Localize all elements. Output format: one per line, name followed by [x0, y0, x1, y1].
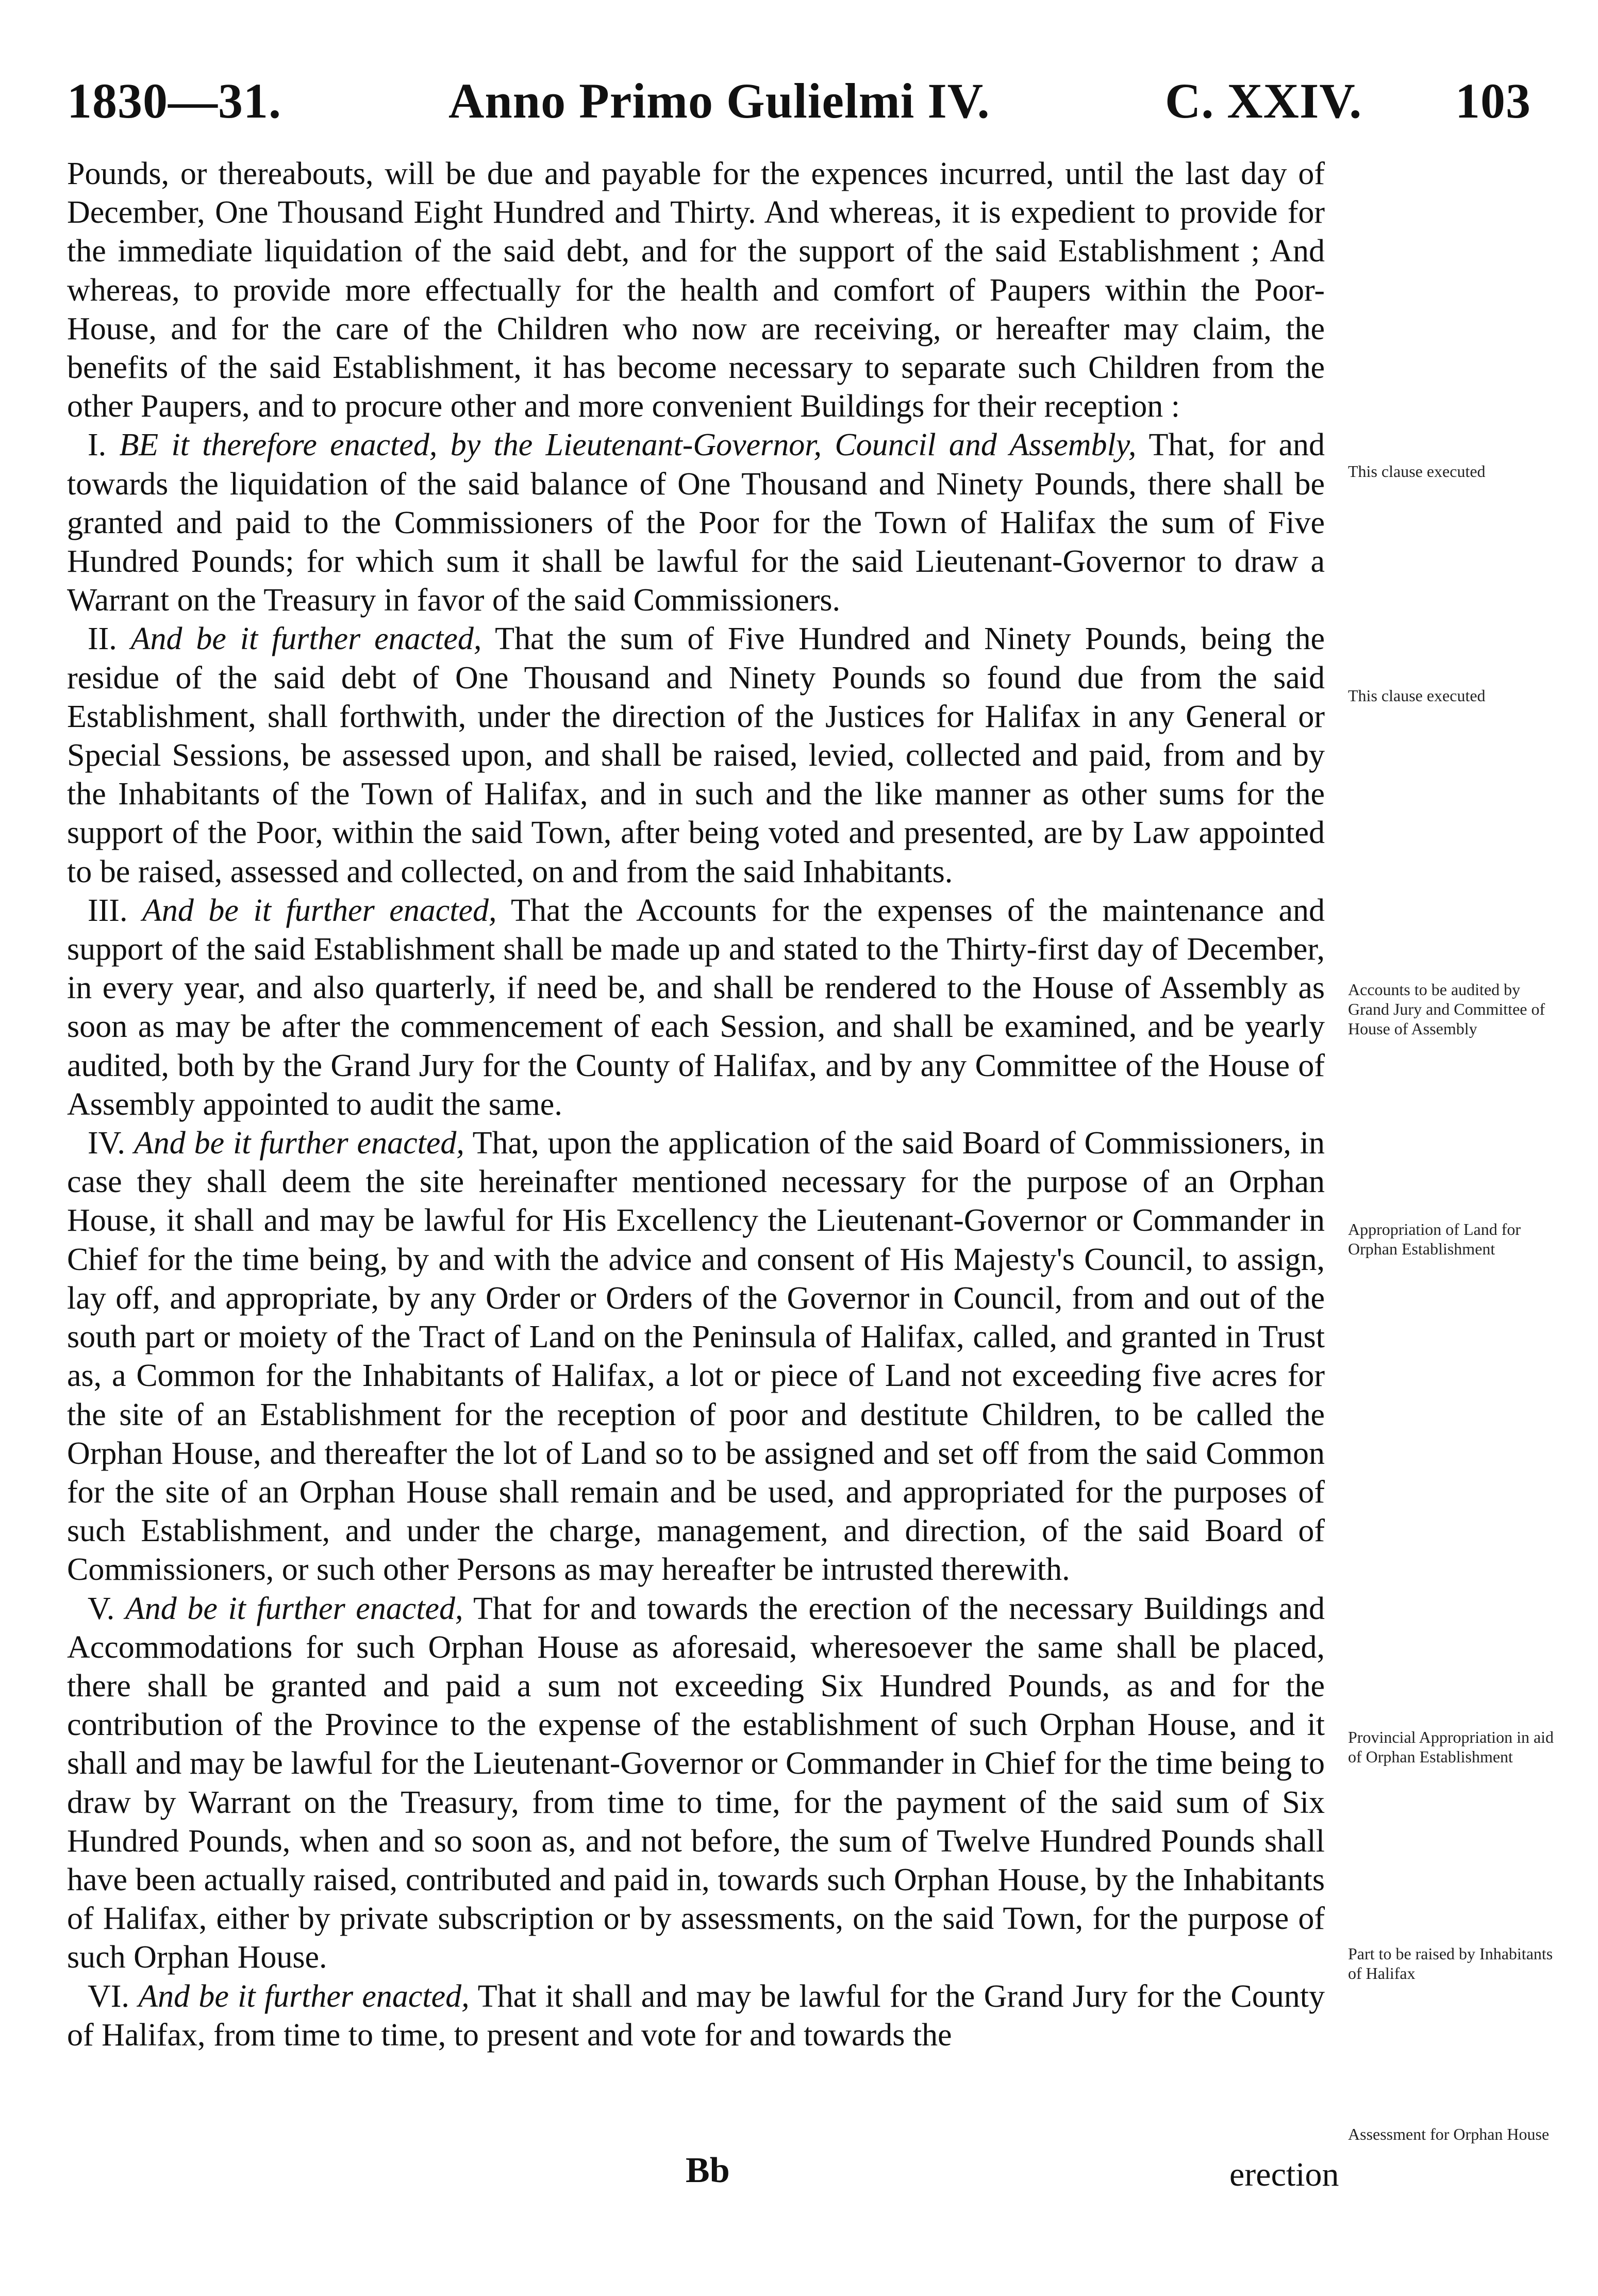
body-text — [67, 155, 1325, 2055]
section-number: VI. — [88, 1978, 129, 2014]
margin-note: Provincial Appropriation in aid of Orphan Establishment — [1348, 1728, 1554, 1766]
margin-note: Assessment for Orphan House — [1348, 2125, 1550, 2143]
section-text: That for and towards the erection of the necessary Buildings and Accommodations for such Orphan House as aforesaid, wheresoever the same shall be placed, there shall be granted and paid a sum not exceeding Six Hundred Pounds, as and for the contribution of the Province to the expense of the establishment of such Orphan House, and it shall and may be lawful for the Lieutenant-Governor or Commander in Chief for the time being to draw by Warrant on the Treasury, from time to time, for the payment of the said sum of Six Hundred Pounds, when and so soon as, and not before, the sum of Twelve Hundred Pounds shall have been actually raised, contributed and paid in, towards such Orphan House, by the Inhabitants of Halifax, either by private subscription or by assessments, on the said Town, for the purpose of such Orphan House. — [67, 1591, 1325, 1975]
section-text: That it shall and may be lawful for the Grand Jury for the County of Halifax, from time to time, to present and vote for and towards the — [67, 1978, 1325, 2053]
running-header — [67, 72, 1531, 144]
section-number: III. — [88, 893, 128, 928]
preamble-paragraph: Pounds, or thereabouts, will be due and payable for the expences incurred, until the last day of December, One Thousand Eight Hundred and Thirty. And whereas, it is expedient to provide for the immediate liquidation of the said debt, and for the support of the said Establishment ; And whereas, to provide more effectually for the health and comfort of Paupers within the Poor-House, and for the care of the Children who now are receiving, or hereafter may claim, the benefits of the said Establishment, it has become necessary to separate such Children from the other Paupers, and to procure other and more convenient Buildings for their reception : — [67, 156, 1325, 424]
section-text: That the sum of Five Hundred and Ninety Pounds, being the residue of the said debt of One Thousand and Ninety Pounds so found due from the said Establishment, shall forthwith, under the direction of the Justices for Halifax in any General or Special Sessions, be assessed upon, and shall be raised, levied, collected and paid, from and by the Inhabitants of the Town of Halifax, and in such and the like manner as other sums for the support of the Poor, within the said Town, after being voted and presented, are by Law appointed to be raised, assessed and collected, on and from the said Inhabitants. — [67, 621, 1325, 889]
section-5 — [67, 1590, 1325, 1977]
enacting-clause: And be it further enacted, — [134, 1126, 464, 1161]
signature-mark: Bb — [686, 2151, 730, 2190]
section-1 — [67, 426, 1325, 620]
section-number: I. — [88, 427, 107, 463]
section-3 — [67, 891, 1325, 1124]
margin-note: Appropriation of Land for Orphan Establishment — [1348, 1220, 1521, 1258]
header-title: Anno Primo Gulielmi IV. — [448, 73, 990, 128]
section-6 — [67, 1977, 1325, 2055]
enacting-clause: And be it further enacted, — [125, 1591, 463, 1626]
section-2 — [67, 620, 1325, 891]
margin-note: Accounts to be audited by Grand Jury and Committee of House of Assembly — [1348, 980, 1545, 1038]
enacting-clause: And be it further enacted, — [142, 893, 497, 928]
enacting-clause: And be it further enacted, — [130, 621, 482, 657]
section-text: That, upon the application of the said Board of Commissioners, in case they shall deem the site hereinafter mentioned necessary for the purpose of an Orphan House, it shall and may be lawful for His Excellency the Lieutenant-Governor or Commander in Chief for the time being, by and with the advice and consent of His Majesty's Council, to assign, lay off, and appropriate, by any Order or Orders of the Governor in Council, from and out of the south part or moiety of the Tract of Land on the Peninsula of Halifax, called, and granted in Trust as, a Common for the Inhabitants of Halifax, a lot or piece of Land not exceeding five acres for the site of an Establishment for the reception of poor and destitute Children, to be called the Orphan House, and thereafter the lot of Land so to be assigned and set off from the said Common for the site of an Orphan House shall remain and be used, and appropriated for the purposes of such Establishment, and under the charge, management, and direction, of the said Board of Commissioners, or such other Persons as may hereafter be intrusted therewith. — [67, 1126, 1325, 1588]
section-text: That the Accounts for the expenses of the maintenance and support of the said Establishment shall be made up and stated to the Thirty-first day of December, in every year, and also quarterly, if need be, and shall be rendered to the House of Assembly as soon as may be after the commencement of each Session, and shall be examined, and be yearly audited, both by the Grand Jury for the County of Halifax, and by any Committee of the House of Assembly appointed to audit the same. — [67, 893, 1325, 1122]
margin-note: Part to be raised by Inhabitants of Halifax — [1348, 1944, 1553, 1983]
margin-note: This clause executed — [1348, 686, 1486, 705]
section-4 — [67, 1124, 1325, 1589]
catchword: erection — [1229, 2156, 1339, 2193]
margin-note: This clause executed — [1348, 462, 1486, 481]
section-number: V. — [88, 1591, 115, 1626]
enacting-clause: BE it therefore enacted, by the Lieutenant-Governor, Council and Assembly, — [119, 427, 1137, 463]
enacting-clause: And be it further enacted, — [138, 1978, 470, 2014]
header-year: 1830—31. — [67, 73, 281, 128]
page-number: 103 — [1455, 73, 1531, 128]
section-number: II. — [88, 621, 117, 657]
section-text: That, for and towards the liquidation of the said balance of One Thousand and Ninety Pounds, there shall be granted and paid to the Commissioners of the Poor for the Town of Halifax the sum of Five Hundred Pounds; for which sum it shall be lawful for the said Lieutenant-Governor to draw a Warrant on the Treasury in favor of the said Commissioners. — [67, 427, 1325, 618]
header-chapter: C. XXIV. — [1165, 73, 1362, 128]
page-footer — [0, 2150, 1598, 2212]
section-number: IV. — [88, 1126, 125, 1161]
